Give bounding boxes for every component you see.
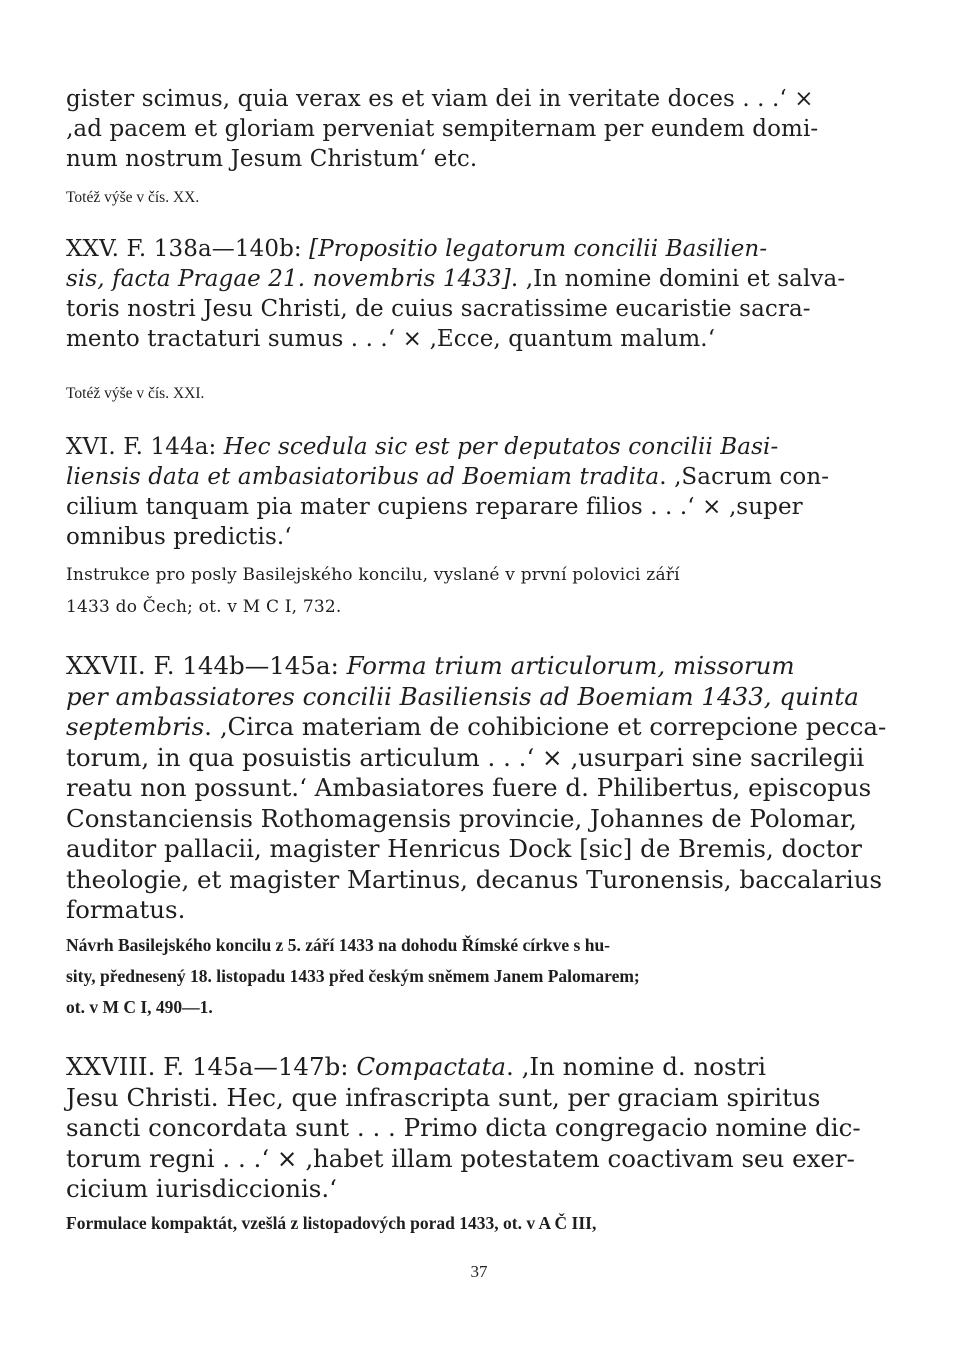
cross-icon: × [402,326,423,352]
entry-heading-line [66,651,892,682]
text-line: ‚ad pacem et gloriam perveniat sempiternam per eundem domi- [66,116,819,142]
text-line [66,492,892,522]
cross-icon: × [276,1143,298,1173]
incipit: . ‚Sacrum con- [659,464,830,490]
note-line: sity, přednesený 18. listopadu 1433 před českým sněmem Janem Palomarem; [66,966,640,986]
entry-heading-line [66,1052,892,1083]
entry-title: Hec scedula sic est per deputatos concilii Basi- [223,434,779,460]
entry-title: liensis data et ambasiatoribus ad Boemiam tradita [66,464,660,490]
text-line: theologie, et magister Martinus, decanus Turonensis, baccalarius [66,864,883,894]
note-line: Návrh Basilejského koncilu z 5. září 1433 na dohodu Římské církve s hu- [66,935,611,955]
text-line [66,712,892,743]
incipit: . ‚Circa materiam de cohibicione et correpcione pecca- [204,712,887,741]
text-line: num nostrum Jesum Christum‘ etc. [66,146,478,172]
explicit: ‚super [721,494,803,520]
incipit-end: torum regni . . .‘ [66,1143,277,1173]
entry-title: Forma trium articulorum, missorum [346,651,795,680]
entry-number: XXVII. F. 144b—145a: [66,651,347,680]
text-line: toris nostri Jesu Christi, de cuius sacratissime eucaristie sacra- [66,296,811,322]
text-line [66,324,892,354]
entry-xxv [66,234,892,354]
text-line [66,1144,892,1175]
text-line: cicium iurisdiccionis.‘ [66,1174,337,1203]
text-line: reatu non possunt.‘ Ambasiatores fuere d. Philibertus, episcopus [66,773,872,802]
note-block [66,560,892,623]
note-line: Formulace kompaktát, vzešlá z listopadových porad 1433, ot. v A Č III, [66,1213,597,1233]
entry-heading-line [66,234,892,264]
entry-xxvii [66,651,892,926]
note-line: ot. v M C I, 490—1. [66,997,213,1017]
explicit: ‚habet illam potestatem coactivam seu exer- [297,1143,855,1173]
text-line [66,743,892,774]
entry-title: septembris [66,712,205,741]
text-line [66,462,892,492]
incipit: . ‚In nomine domini et salva- [510,266,846,292]
entry-number: XXVIII. F. 145a—147b: [66,1052,357,1081]
entry-continuation [66,84,892,174]
text-line: Jesu Christi. Hec, que infrascripta sunt, per graciam spiritus [66,1082,821,1112]
entry-title: Compactata [356,1052,506,1081]
incipit-end: cilium tanquam pia mater cupiens reparare filios . . .‘ [66,494,703,520]
text-line: formatus. [66,895,186,924]
entry-title: [Propositio legatorum concilii Basilien- [309,236,768,262]
note-line: Totéž výše v čís. XX. [66,189,200,206]
entry-number: XXV. F. 138a—140b: [66,236,310,262]
cross-icon: × [702,494,722,520]
text-line: sancti concordata sunt . . . Primo dicta congregacio nomine dic- [66,1113,861,1142]
entry-xvi [66,432,892,552]
explicit: ‚Ecce, quantum malum.‘ [422,326,716,352]
entry-title: sis, facta Pragae 21. novembris 1433] [66,266,511,292]
note-line: 1433 do Čech; ot. v M C I, 732. [66,596,342,617]
text-line: auditor pallacii, magister Henricus Dock [sic] de Bremis, doctor [66,834,863,863]
entry-xxviii [66,1052,892,1205]
text-line: gister scimus, quia verax es et viam dei in veritate doces . . .‘ × [66,86,814,112]
incipit-end: torum, in qua posuistis articulum . . .‘ [66,742,543,772]
entry-number: XVI. F. 144a: [66,434,224,460]
incipit-end: mento tractaturi sumus . . .‘ [66,326,403,352]
text-line: Constanciensis Rothomagensis provincie, Johannes de Polomar, [66,803,857,833]
entry-title: per ambassiatores concilii Basiliensis ad Boemiam 1433, quinta [66,681,859,711]
entry-heading-line [66,432,892,462]
explicit: ‚usurpari sine sacrilegii [562,742,865,772]
note-line: Instrukce pro posly Basilejského koncilu, vyslané v první polovici září [66,565,680,585]
cross-icon: × [542,742,563,772]
incipit: . ‚In nomine d. nostri [505,1052,766,1081]
text-line: omnibus predictis.‘ [66,524,292,550]
note-line: Totéž výše v čís. XXI. [66,385,205,402]
text-line [66,264,892,294]
note-block [66,930,892,1023]
page-number: 37 [470,1262,488,1281]
